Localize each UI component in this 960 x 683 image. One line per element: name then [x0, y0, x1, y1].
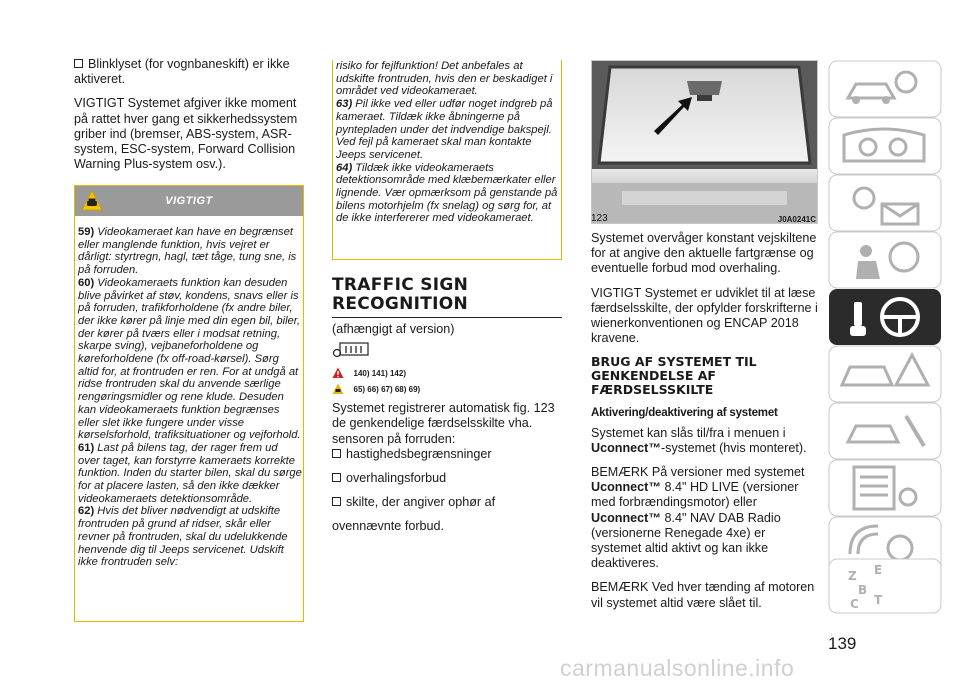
svg-text:B: B [858, 583, 868, 597]
svg-text:E: E [874, 563, 883, 577]
paragraph: VIGTIGT Systemet er udviklet til at læse færdselsskilte, der opfylder forskrifterne i wienerkonventionen og ENCAP 2018 kravene. [591, 285, 818, 346]
warning-box [74, 185, 304, 622]
svg-text:Z: Z [848, 569, 857, 583]
lights-icon[interactable] [828, 174, 942, 232]
paragraph: Systemet kan slås til/fra i menuen i Uconnect™-systemet (hvis monteret). [591, 425, 807, 455]
checkbox-bullet-icon [332, 449, 341, 458]
warning-box-continued [332, 60, 562, 260]
sub-subheading: Aktivering/deaktivering af systemet [591, 407, 778, 420]
warning-title: VIGTIGT [165, 195, 213, 207]
column-3 [591, 231, 818, 620]
warning-text: 59) Videokameraet kan have en begrænset eller manglende funktion, hvis vejret er dårligt: styrtregn, hagl, tæt tåge, tung sne, is på forruden. 60) Videokameraets funktion kan desuden blive påvirket af støv, kondens, snavs eller is på forruden, trafikforholdene (fx andre biler, der ikke kører på linje med din egen bil, biler, der kører på tværs eller i modsat retning, skarpe sving), vejbaneforholdene og køreforholdene (fx off-road-kørsel). Sørg altid for, at frontruden er ren. For at undgå at ridse frontruden skal du anvende særlige rengøringsmidler og rene klude. Desuden kan videokameraets funktion begrænses eller slet ikke fungere under visse kørselsforhold, trafiksituationer og vejforhold. 61) Last på bilens tag, der rager frem ud over taget, kan forstyrre kameraets korrekte funktion. Inden du starter bilen, skal du sørge for at placere lasten, så den ikke dækker videokameraets detektionsområde. 62) Hvis det bliver nødvendigt at udskifte frontruden på grund af ridser, skår eller revner på frontruden, skal du udelukkende henvende dig til Jeeps servicenet. Udskift ikke frontruden selv: [78, 226, 302, 569]
important-paragraph: VIGTIGT Systemet afgiver ikke moment på rattet hver gang et sikkerhedssystem griber ind (bremser, ABS-system, ASR-system, ESC-system, Forward Collision Warning Plus-system osv.). [74, 96, 298, 172]
svg-text:C: C [850, 597, 859, 611]
subsection-heading: BRUG AF SYSTEMET TIL GENKENDELSE AF FÆRDSELSSKILTE [591, 354, 757, 398]
column-1 [74, 57, 304, 181]
warning-header [75, 186, 303, 216]
paragraph: Systemet overvåger konstant vejskiltene for at angive den aktuelle fartgrænse og eventuelle forbud mod overhaling. [591, 231, 817, 276]
body-text: Systemet registrerer automatisk fig. 123 de genkendelige færdselsskilte vha. sensoren på forruden: [332, 401, 555, 446]
steering-key-icon[interactable] [828, 288, 942, 346]
checkbox-bullet-icon [332, 497, 341, 506]
page-number: 139 [828, 634, 857, 653]
list-item: overhalingsforbud [332, 471, 562, 486]
caution-triangle-icon [332, 383, 344, 395]
checkbox-bullet-icon [74, 59, 83, 68]
tail-text: ovennævnte forbud. [332, 519, 445, 534]
references-row-2: 65) 66) 67) 68) 69) [332, 381, 562, 397]
windshield-camera-figure [591, 60, 818, 224]
checkbox-bullet-icon [332, 473, 341, 482]
warning-text-continued: risiko for fejlfunktion! Det anbefales at udskifte frontruden, hvis den er beskadiget i området ved videokameraet. 63) Pil ikke ved eller udfør noget indgreb på kameraet. Tildæk ikke åbningerne på pyntepladen under det indvendige bakspejl. Ved fejl på kameraet skal man kontakte Jeeps servicenet. 64) Tildæk ikke videokameraets detektionsområde med klæbemærkater eller lignende. Vær opmærksom på genstande på bilens motorhjelm (fx snelag) og sørg for, at de ikke interfererer med videokameraet. [336, 60, 558, 225]
figure-number: 123 [591, 213, 608, 224]
figure-code: J0A0241C [777, 215, 816, 224]
list-item: skilte, der angiver ophør af [332, 495, 562, 510]
bullet-paragraph: Blinklyset (for vognbaneskift) er ikke aktiveret. [74, 57, 290, 87]
version-note: (afhængigt af version) [332, 322, 455, 336]
paragraph: BEMÆRK På versioner med systemet Uconnect™ 8.4" HD LIVE (versioner med forbrændingsmotor) eller Uconnect™ 8.4" NAV DAB Radio (versionerne Renegade 4xe) er systemet altid aktivt og kan ikke deaktiveres. [591, 465, 805, 571]
car-tools-icon[interactable] [828, 402, 942, 460]
watermark: carmanualsonline.info [560, 655, 795, 681]
paragraph: BEMÆRK Ved hver tænding af motoren vil systemet altid være slået til. [591, 580, 815, 610]
section-heading: TRAFFIC SIGN RECOGNITION [332, 276, 562, 318]
index-icon[interactable] [828, 558, 942, 614]
car-info-icon[interactable] [828, 60, 942, 118]
references-row-1: 140) 141) 142) [332, 365, 562, 381]
airbag-icon[interactable] [828, 231, 942, 289]
warning-triangle-icon [332, 367, 344, 379]
column-2 [332, 322, 562, 544]
list-item: hastighedsbegrænsninger [332, 447, 562, 462]
svg-text:T: T [874, 593, 883, 607]
car-warning-icon[interactable] [828, 345, 942, 403]
traffic-sign-recognition-icon [332, 341, 562, 361]
checklist-icon[interactable] [828, 459, 942, 517]
dashboard-icon[interactable] [828, 117, 942, 175]
